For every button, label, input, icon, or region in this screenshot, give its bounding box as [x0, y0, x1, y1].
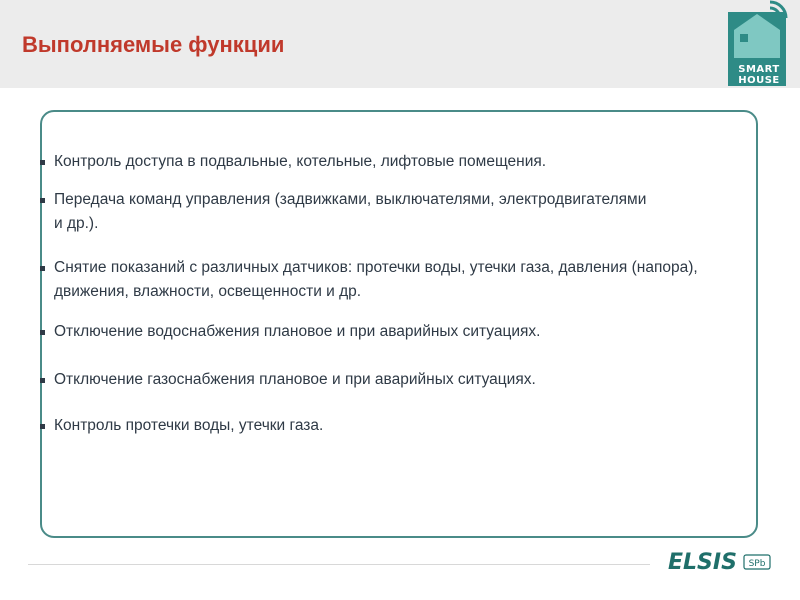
list-item: [38, 256, 738, 304]
list-item-text: Снятие показаний с различных датчиков: протечки воды, утечки газа, давления (напора), движения, влажности, освещенности и др.: [54, 259, 698, 300]
brand-tag: SPb: [748, 559, 766, 569]
smart-house-logo: [726, 0, 792, 86]
logo-text-house: HOUSE: [738, 75, 780, 86]
list-item: [38, 414, 738, 438]
bullet-icon: [40, 266, 45, 271]
brand-name: ELSIS: [668, 550, 737, 575]
list-item: [38, 188, 738, 236]
bullet-icon: [40, 378, 45, 383]
list-item: [38, 150, 738, 174]
list-item: [38, 320, 738, 344]
list-item-text: Контроль протечки воды, утечки газа.: [54, 417, 324, 434]
bullet-icon: [40, 424, 45, 429]
bullet-icon: [40, 330, 45, 335]
bullet-icon: [40, 160, 45, 165]
list-item: [38, 368, 738, 392]
list-item-text: Отключение водоснабжения плановое и при аварийных ситуациях.: [54, 323, 541, 340]
list-item-text: Контроль доступа в подвальные, котельные, лифтовые помещения.: [54, 153, 547, 170]
page-title: Выполняемые функции: [22, 32, 285, 57]
logo-text-smart: SMART: [738, 64, 780, 75]
list-item-text: Отключение газоснабжения плановое и при аварийных ситуациях.: [54, 371, 536, 388]
footer-divider: [28, 564, 650, 565]
bullet-icon: [40, 198, 45, 203]
elsis-logo: [668, 548, 778, 576]
list-item-text: Передача команд управления (задвижками, выключателями, электродвигателями и др.).: [54, 191, 647, 232]
